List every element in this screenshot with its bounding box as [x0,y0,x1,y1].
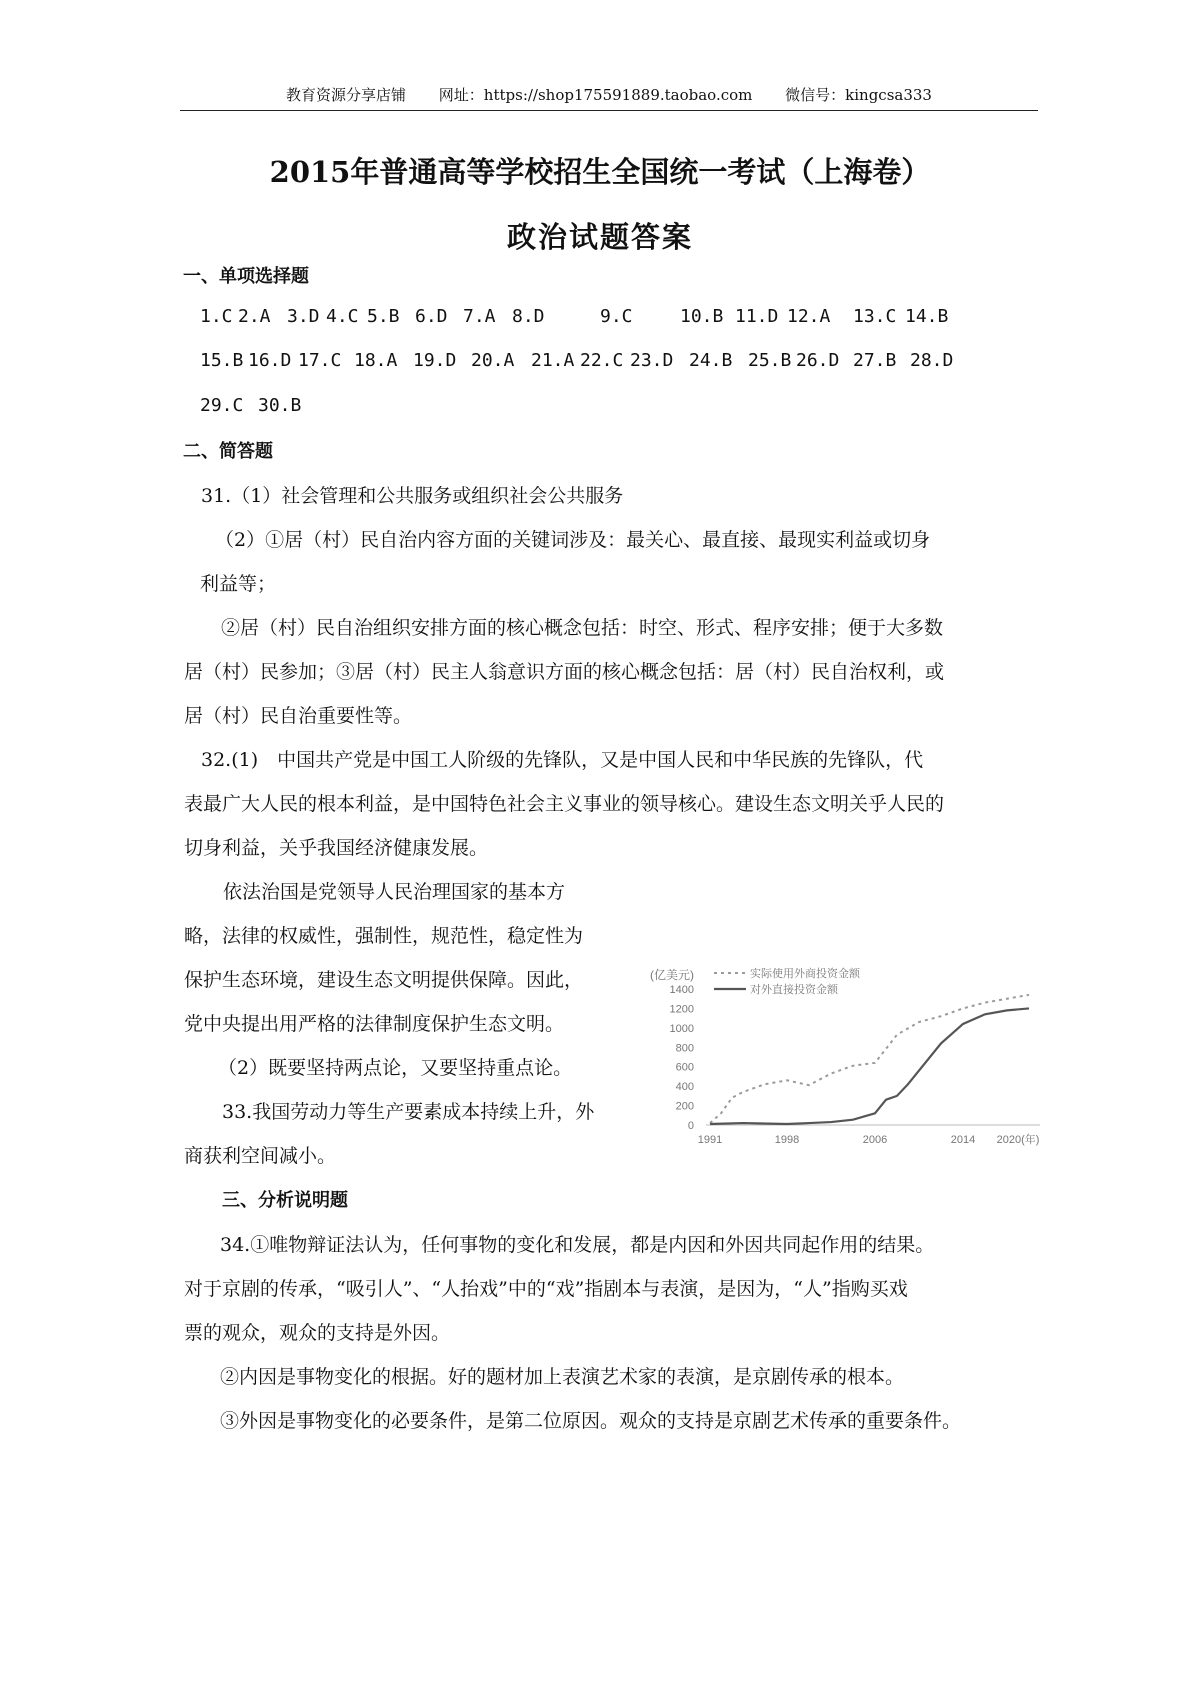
choice-answer: 30.B [258,395,302,416]
text-line: 党中央提出用严格的法律制度保护生态文明。 [184,1013,565,1035]
text-line: 31.（1）社会管理和公共服务或组织社会公共服务 [201,485,624,507]
choice-answer: 16.D [248,350,292,371]
choice-answer: 26.D [796,350,840,371]
text-line: 居（村）民自治重要性等。 [184,705,413,727]
x-tick-label: 1991 [697,1134,723,1146]
text-line: 表最广大人民的根本利益，是中国特色社会主义事业的领导核心。建设生态文明关乎人民的 [184,793,945,815]
page-title: 2015年普通高等学校招生全国统一考试（上海卷） [269,155,931,189]
shop-name: 教育资源分享店铺 [286,86,407,104]
choice-answer: 19.D [413,350,457,371]
text-line: ②居（村）民自治组织安排方面的核心概念包括：时空、形式、程序安排；便于大多数 [221,617,944,639]
series-line-foreign-investment [710,995,1029,1123]
choice-answer: 29.C [200,395,244,416]
choice-answer: 10.B [680,306,724,327]
text-line: 切身利益，关乎我国经济健康发展。 [184,837,489,859]
choice-answer: 24.B [689,350,733,371]
text-line: 依法治国是党领导人民治理国家的基本方 [223,881,566,903]
shop-url[interactable]: 网址：https://shop175591889.taobao.com [438,86,753,104]
choice-answer: 5.B [367,306,400,327]
choice-answer: 28.D [910,350,954,371]
text-line: 票的观众，观众的支持是外因。 [184,1322,451,1344]
text-line: 34.①唯物辩证法认为，任何事物的变化和发展，都是内因和外因共同起作用的结果。 [220,1234,935,1256]
y-tick-label: 1400 [669,984,694,996]
legend-label-foreign-investment: 实际使用外商投资金额 [750,968,860,980]
choice-answer: 13.C [853,306,897,327]
investment-line-chart [650,945,1060,1185]
choice-answer: 22.C [580,350,624,371]
text-line: 对于京剧的传承，“吸引人”、“人抬戏”中的“戏”指剧本与表演，是因为，“人”指购买戏 [184,1278,908,1300]
text-line: 略，法律的权威性，强制性，规范性，稳定性为 [184,925,584,947]
y-tick-label: 1000 [669,1022,694,1035]
x-tick-label: 2014 [950,1134,976,1146]
text-line: ③外因是事物变化的必要条件，是第二位原因。观众的支持是京剧艺术传承的重要条件。 [220,1410,962,1432]
page-header [180,84,1038,111]
chart-unit-label: (亿美元) [650,968,694,982]
section2-heading: 二、简答题 [183,441,273,462]
choice-answer: 11.D [735,306,779,327]
text-line: 商获利空间减小。 [184,1145,337,1167]
text-line: 33.我国劳动力等生产要素成本持续上升，外 [222,1101,595,1123]
choice-answer: 20.A [471,350,515,371]
choice-answer: 1.C [200,306,233,327]
text-line: 保护生态环境，建设生态文明提供保障。因此， [184,969,584,991]
choice-answer: 8.D [512,306,545,327]
choice-answer: 17.C [298,350,342,371]
choice-answer: 4.C [326,306,359,327]
text-line: 利益等； [200,573,277,595]
text-line: 32.(1) 中国共产党是中国工人阶级的先锋队，又是中国人民和中华民族的先锋队，代 [201,749,924,771]
choice-answer: 2.A [238,306,271,327]
y-tick-label: 1200 [669,1003,694,1016]
choice-answer: 27.B [853,350,897,371]
text-line: 居（村）民参加；③居（村）民主人翁意识方面的核心概念包括：居（村）民自治权利，或 [184,661,945,683]
text-line: （2）①居（村）民自治内容方面的关键词涉及：最关心、最直接、最现实利益或切身 [215,529,931,551]
text-line: ②内因是事物变化的根据。好的题材加上表演艺术家的表演，是京剧传承的根本。 [220,1366,905,1388]
text-line: （2）既要坚持两点论，又要坚持重点论。 [218,1057,573,1079]
choice-answer: 15.B [200,350,244,371]
choice-answer: 6.D [415,306,448,327]
choice-answer: 9.C [600,306,633,327]
choice-answer: 14.B [905,306,949,327]
y-tick-label: 400 [675,1081,694,1094]
page-subtitle: 政治试题答案 [506,220,693,254]
x-tick-label: 2020(年) [996,1134,1040,1146]
choice-answer: 23.D [630,350,674,371]
choice-answer: 25.B [748,350,792,371]
section3-heading: 三、分析说明题 [222,1190,348,1211]
choice-answer: 21.A [531,350,575,371]
choice-answer: 18.A [354,350,398,371]
y-tick-label: 0 [687,1120,694,1132]
legend-label-outbound-investment: 对外直接投资金额 [750,984,838,996]
x-tick-label: 1998 [774,1134,800,1146]
y-tick-label: 800 [675,1042,694,1055]
choice-answer: 7.A [463,306,496,327]
y-tick-label: 200 [675,1100,694,1113]
x-tick-label: 2006 [862,1134,888,1146]
section1-heading: 一、单项选择题 [183,266,309,287]
y-tick-label: 600 [675,1061,694,1074]
choice-answer: 3.D [287,306,320,327]
series-line-outbound-investment [710,1008,1029,1124]
wechat-id: 微信号：kingcsa333 [785,86,932,104]
choice-answer: 12.A [787,306,831,327]
